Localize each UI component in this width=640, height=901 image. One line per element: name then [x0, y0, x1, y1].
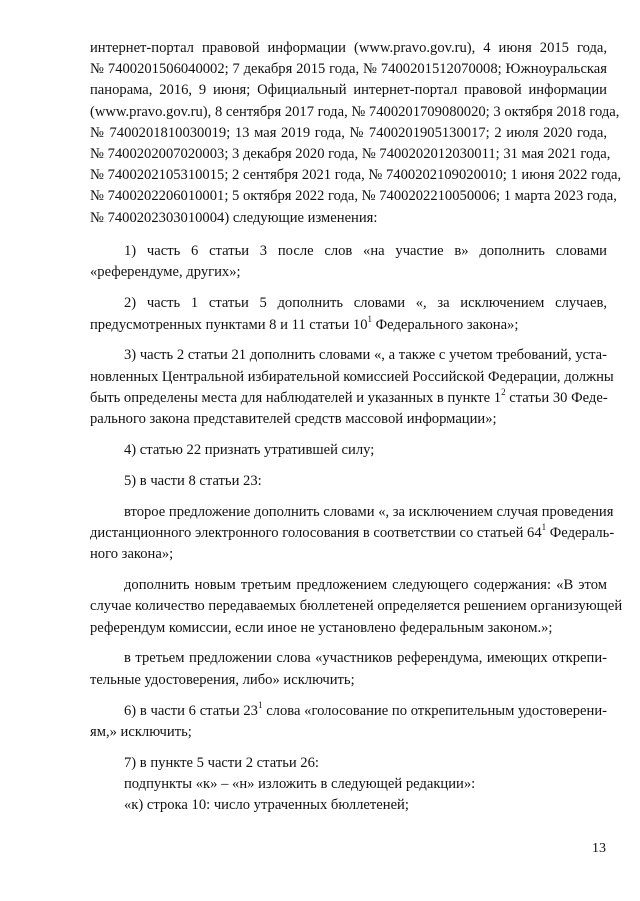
paragraph-7k-line: «к) строка 10: число утраченных бюллетеней; [124, 797, 409, 813]
superscript: 1 [257, 699, 263, 710]
text-line: № 7400201506040002; 7 декабря 2015 года, № 7400201512070008; Южноуральская [90, 61, 607, 78]
paragraph-5-line: 5) в части 8 статьи 23: [124, 472, 262, 489]
paragraph-2-line [90, 313, 607, 337]
line-text: 6) в части 6 статьи 23 [124, 702, 258, 719]
superscript: 1 [541, 522, 547, 533]
paragraph-3-line: 3) часть 2 статьи 21 дополнить словами «, а также с учетом требований, уста- [124, 347, 607, 364]
paragraph-5c-line: тельные удостоверения, либо» исключить; [90, 671, 355, 688]
paragraph-5b-line: референдум комиссии, если иное не установлено федеральным законом.»; [90, 619, 553, 636]
paragraph-5b-line: случае количество передаваемых бюллетеней определяется решением организующей [90, 598, 623, 615]
paragraph-7-line: 7) в пункте 5 части 2 статьи 26: [124, 754, 319, 771]
paragraph-1-line: «референдуме, других»; [90, 264, 241, 281]
text-line: № 7400202105310015; 2 сентября 2021 года, № 7400202109020010; 1 июня 2022 года, [90, 167, 622, 184]
line-text: быть определены места для наблюдателей и указанных в пункте 1 [90, 389, 502, 406]
text-line: № 7400202206010001; 5 октября 2022 года, № 7400202210050006; 1 марта 2023 года, [90, 188, 617, 205]
paragraph-1-line: 1) часть 6 статьи 3 после слов «на участие в» дополнить словами [124, 243, 607, 260]
paragraph-2-line: 2) часть 1 статьи 5 дополнить словами «, за исключением случаев, [124, 295, 607, 312]
line-text: Федераль- [546, 524, 615, 541]
line-text: слова «голосование по открепительным удостоверени- [262, 702, 607, 719]
line-text: статьи 30 Феде- [505, 389, 608, 406]
line-text: предусмотренных пунктами 8 и 11 статьи 10 [90, 316, 368, 333]
text-line: № 7400202007020003; 3 декабря 2020 года, № 7400202012030011; 31 мая 2021 года, [90, 146, 611, 162]
line-text: Федерального закона»; [372, 316, 519, 333]
text-line: интернет-портал правовой информации (www.pravo.gov.ru), 4 июня 2015 года, [90, 40, 607, 56]
paragraph-7-line: подпункты «к» – «н» изложить в следующей редакции»: [124, 775, 476, 792]
text-line: № 7400202303010004) следующие изменения: [90, 209, 378, 226]
paragraph-5a-line: второе предложение дополнить словами «, за исключением случая проведения [124, 503, 614, 520]
superscript: 1 [367, 313, 372, 324]
text-line: (www.pravo.gov.ru), 8 сентября 2017 года, № 7400201709080020; 3 октября 2018 года, [90, 103, 620, 120]
line-text: дистанционного электронного голосования в соответствии со статьей 64 [90, 524, 542, 541]
paragraph-6-line: ям,» исключить; [90, 723, 192, 740]
page-number: 13 [592, 841, 606, 856]
paragraph-5b-line: дополнить новым третьим предложением следующего содержания: «В этом [124, 577, 607, 594]
superscript: 2 [501, 386, 506, 397]
text-line: панорама, 2016, 9 июня; Официальный интернет-портал правовой информации [90, 82, 607, 99]
paragraph-3-line: новленных Центральной избирательной комиссией Российской Федерации, должны [90, 368, 614, 385]
paragraph-5c-line: в третьем предложении слова «участников референдума, имеющих открепи- [124, 650, 607, 667]
paragraph-3-line: рального закона представителей средств массовой информации»; [90, 411, 497, 427]
paragraph-4-line: 4) статью 22 признать утратившей силу; [124, 441, 375, 458]
text-line: № 7400201810030019; 13 мая 2019 года, № 7400201905130017; 2 июля 2020 года, [90, 124, 607, 141]
paragraph-5a-line: ного закона»; [90, 546, 174, 563]
